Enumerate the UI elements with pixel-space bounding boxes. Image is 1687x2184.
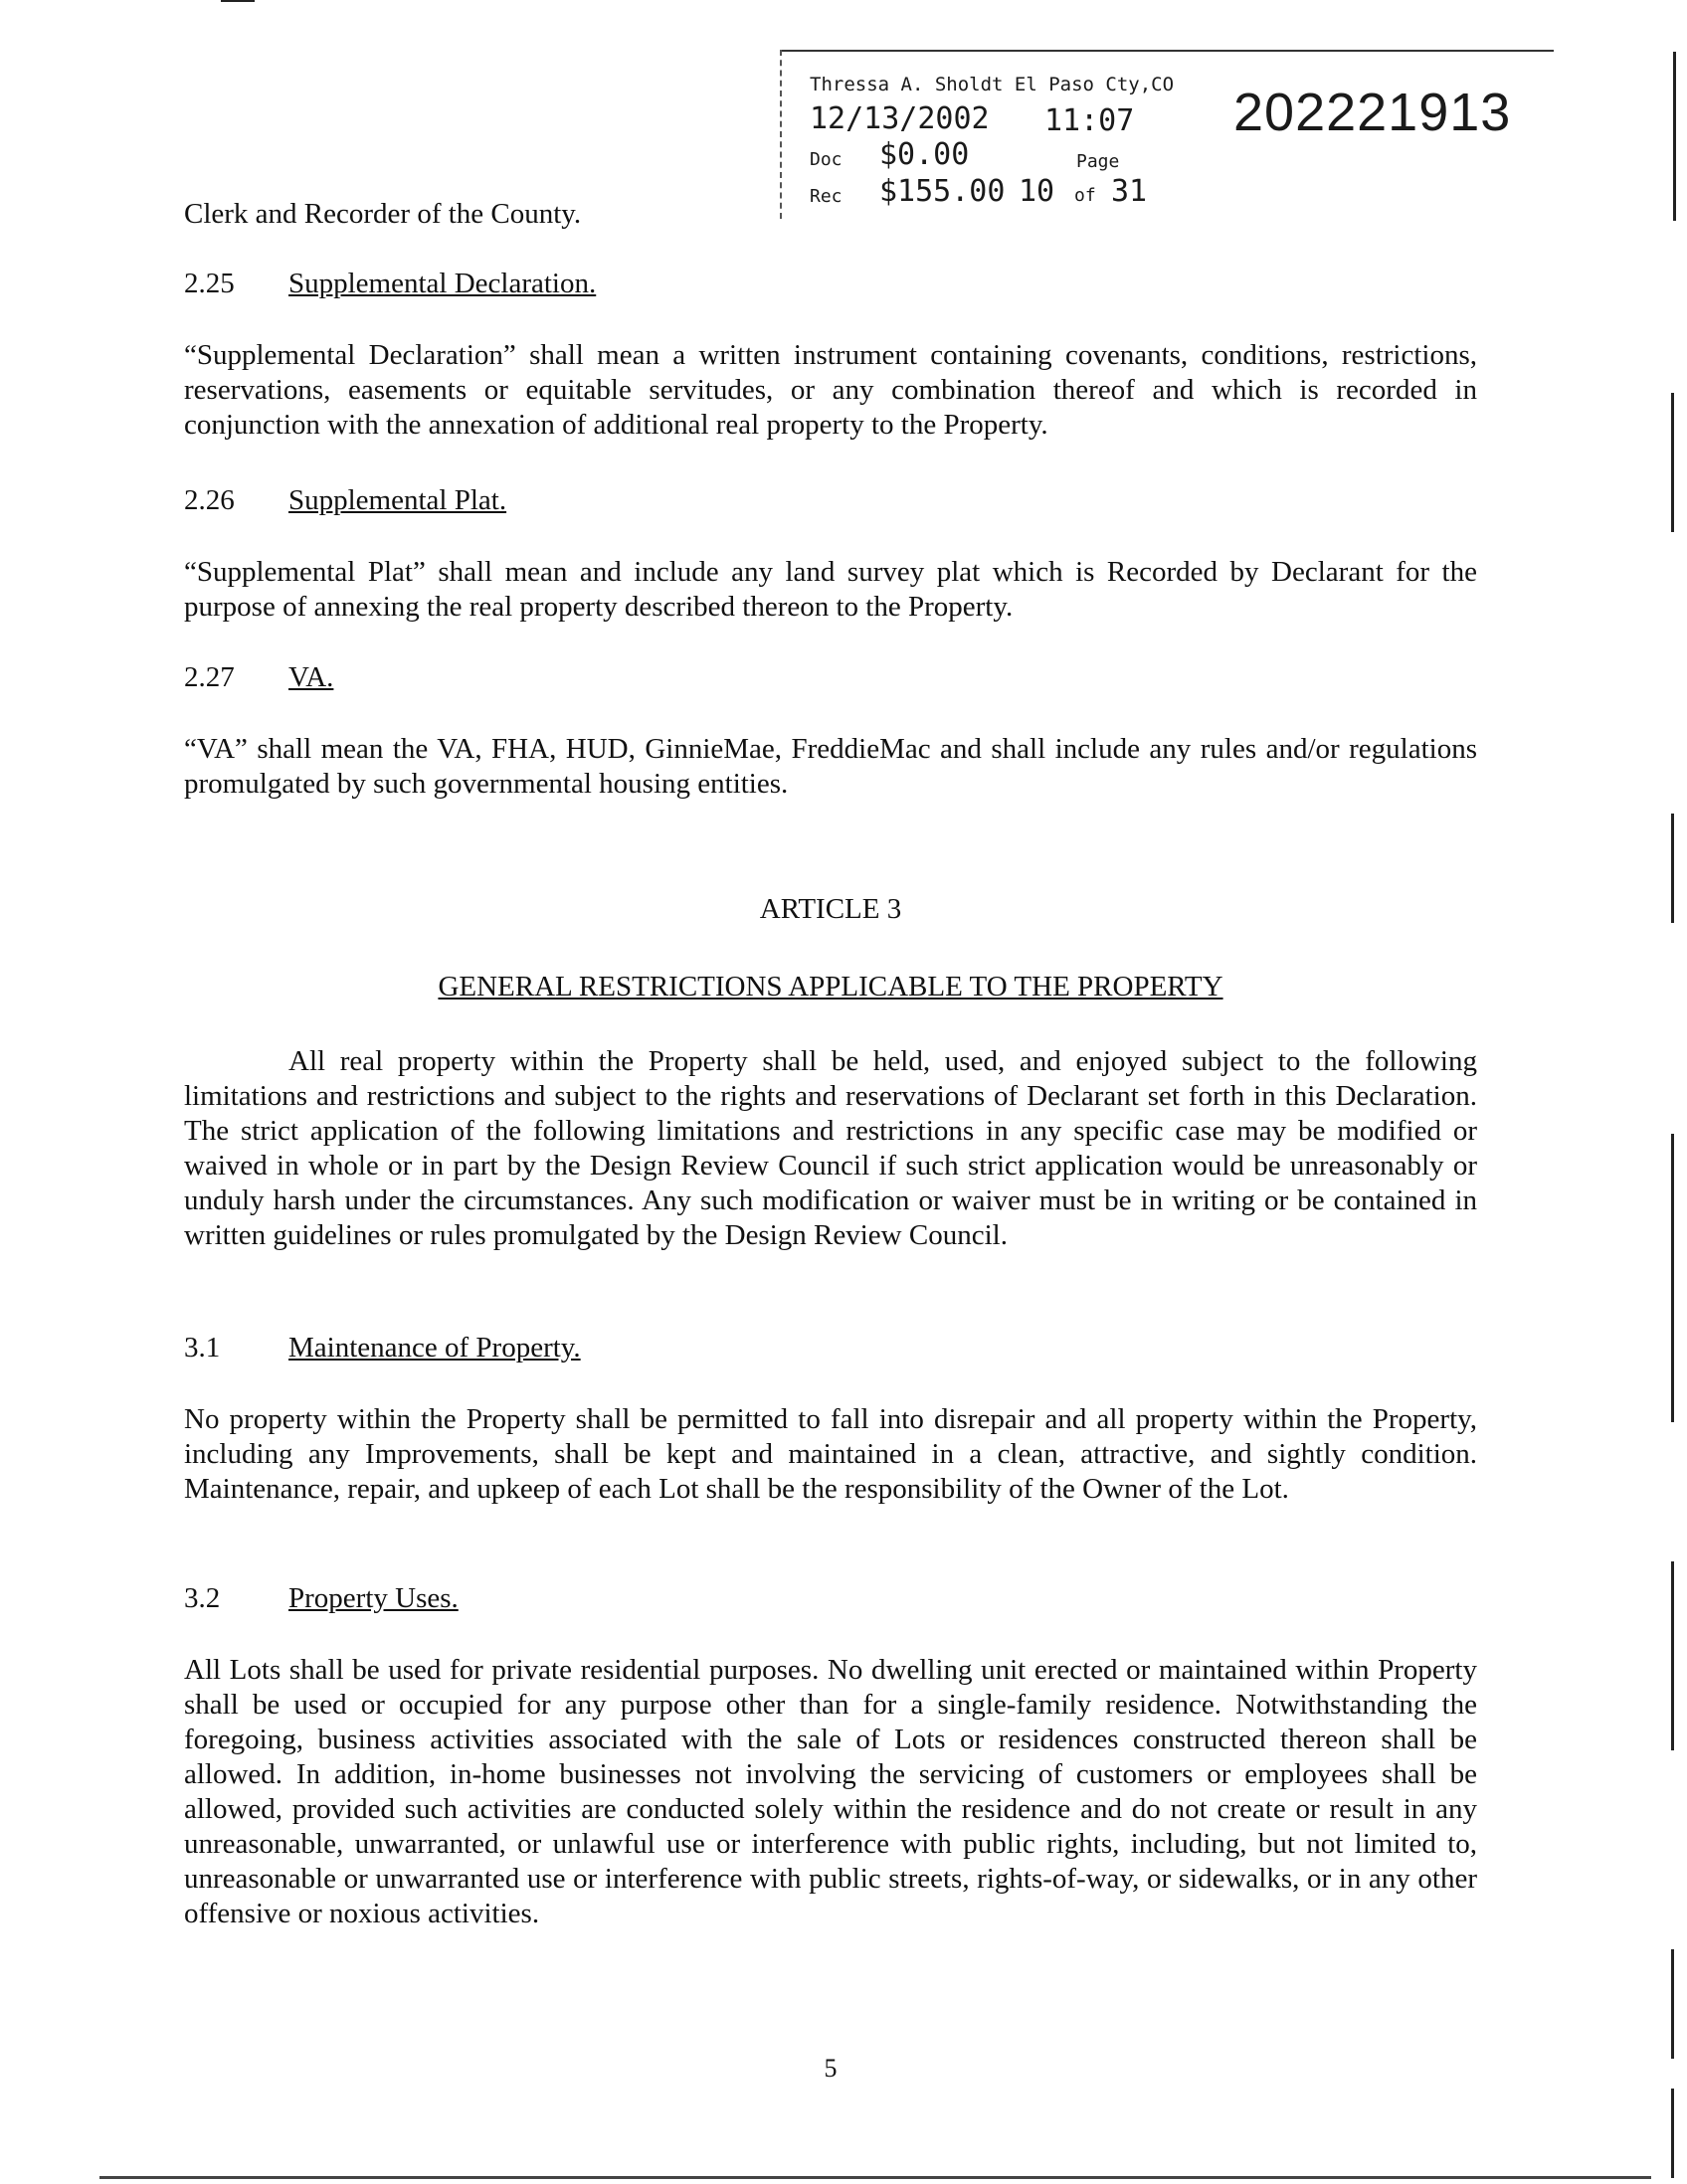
stamp-reception-number: 202221913 [1233,83,1512,142]
stamp-date: 12/13/2002 [810,101,990,136]
stamp-border-top [780,50,1554,52]
stamp-doc-label: Doc [810,149,843,170]
scan-bar-right-2 [1671,393,1674,532]
scan-bar-bottom [99,2176,1651,2179]
article-title-text: GENERAL RESTRICTIONS APPLICABLE TO THE PROPERTY [438,971,1223,1002]
section-heading-2-27 [184,660,1477,695]
section-heading-3-2 [184,1581,1477,1616]
scan-bar-right-5 [1671,1561,1674,1750]
section-heading-2-26 [184,483,1477,518]
section-body-2-27: “VA” shall mean the VA, FHA, HUD, GinnieMae, FreddieMac and shall include any rules and/or regulations promulgated by such governmental housing entities. [184,733,1477,800]
section-body-3-1: No property within the Property shall be permitted to fall into disrepair and all property within the Property, including any Improvements, shall be kept and maintained in a clean, attractive, and sightly condition. Maintenance, repair, and upkeep of each Lot shall be the responsibility of the Owner of the Lot. [184,1403,1477,1505]
scan-mark-top [221,0,255,2]
stamp-border-left [780,50,782,219]
article-title [184,970,1477,1004]
article-heading: ARTICLE 3 [759,893,902,925]
continued-text: Clerk and Recorder of the County. [184,198,582,230]
section-title: Property Uses. [288,1582,459,1614]
scan-bar-right-4 [1671,1134,1674,1422]
scan-bar-right-3 [1671,814,1674,923]
recording-stamp [768,40,1554,219]
stamp-time: 11:07 [1044,103,1135,138]
section-title: Supplemental Declaration. [288,268,597,299]
section-number: 2.25 [184,268,235,299]
scan-bar-right-7 [1671,2089,1674,2178]
stamp-doc-fee: $0.00 [879,137,970,172]
stamp-rec-label: Rec [810,186,843,207]
stamp-page-current: 10 [1019,174,1055,209]
section-heading-3-1 [184,1331,1477,1365]
stamp-page-label: Page [1076,151,1120,172]
stamp-page-of: of [1074,185,1096,206]
stamp-recorder: Thressa A. Sholdt El Paso Cty,CO [810,74,1175,95]
stamp-rec-fee: $155.00 [879,174,1006,209]
page-number: 5 [824,2054,838,2083]
scan-bar-right-6 [1671,1949,1674,2059]
section-number: 3.2 [184,1582,221,1614]
section-title: Maintenance of Property. [288,1332,581,1364]
article-intro: All real property within the Property shall be held, used, and enjoyed subject to the following limitations and restrictions and subject to the rights and reservations of Declarant set forth in this Declaration. The strict application of the following limitations and restrictions in any specific case may be modified or waived in whole or in part by the Design Review Council if such strict application would be unreasonably or unduly harsh under the circumstances. Any such modification or waiver must be in writing or be contained in written guidelines or rules promulgated by the Design Review Council. [184,1045,1477,1251]
section-number: 2.27 [184,661,235,693]
section-title: VA. [288,661,334,693]
section-body-3-2: All Lots shall be used for private residential purposes. No dwelling unit erected or maintained within Property shall be used or occupied for any purpose other than for a single-family residence. Notwithstanding the foregoing, business activities associated with the sale of Lots or residences constructed thereon shall be allowed. In addition, in-home businesses not involving the servicing of customers or employees shall be allowed, provided such activities are conducted solely within the residence and do not create or result in any unreasonable, unwarranted, or unlawful use or interference with public rights, including, but not limited to, unreasonable or unwarranted use or interference with public streets, rights-of-way, or sidewalks, or in any other offensive or noxious activities. [184,1654,1477,1929]
section-body-2-26: “Supplemental Plat” shall mean and include any land survey plat which is Recorded by Declarant for the purpose of annexing the real property described thereon to the Property. [184,556,1477,623]
section-number: 2.26 [184,484,235,516]
section-heading-2-25 [184,267,1477,301]
scan-bar-right-1 [1673,52,1676,221]
section-title: Supplemental Plat. [288,484,507,516]
section-number: 3.1 [184,1332,221,1364]
stamp-page-total: 31 [1111,174,1148,209]
section-body-2-25: “Supplemental Declaration” shall mean a written instrument containing covenants, conditions, restrictions, reservations, easements or equitable servitudes, or any combination thereof and which is recorded in conjunction with the annexation of additional real property to the Property. [184,339,1477,441]
